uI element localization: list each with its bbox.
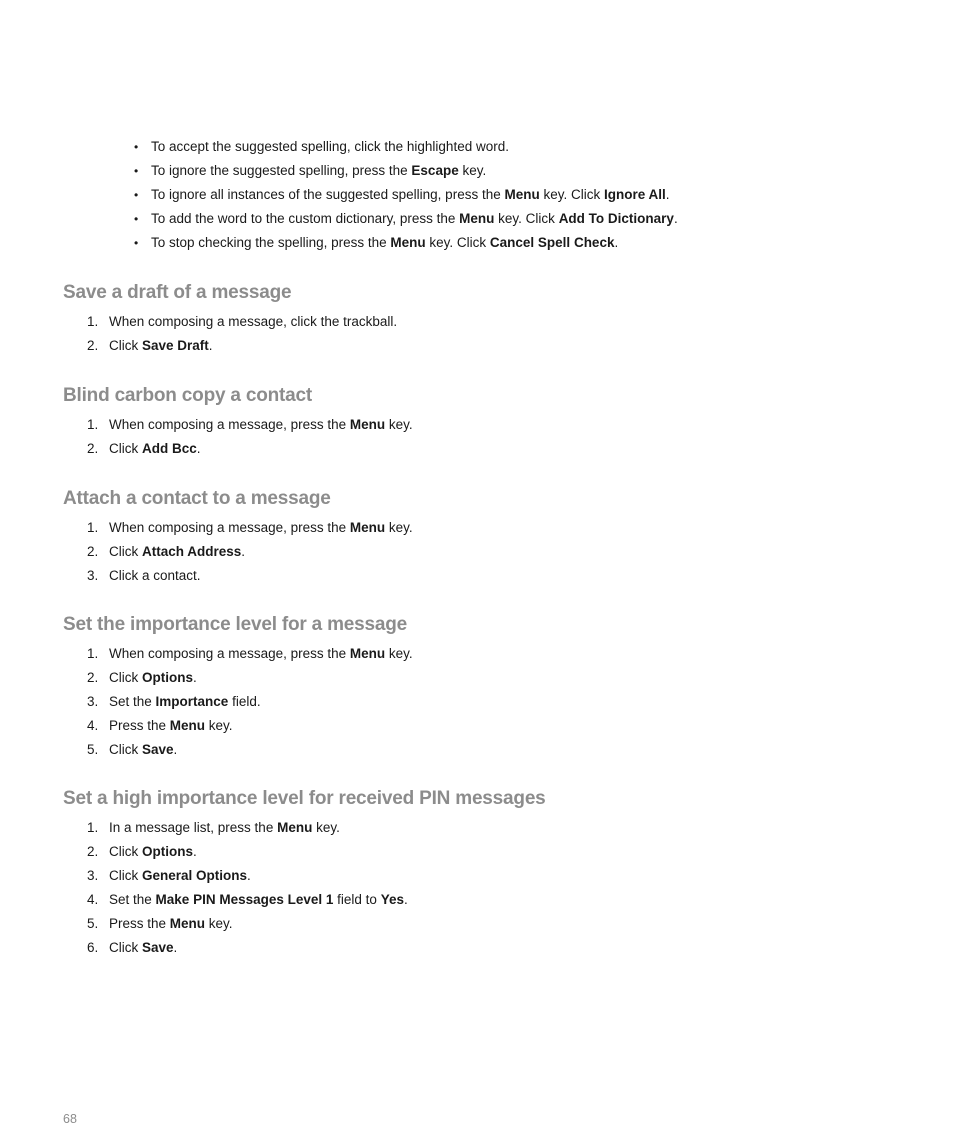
section-heading: Blind carbon copy a contact: [63, 385, 313, 406]
section-pin-importance: [63, 786, 546, 960]
step-item: 1. When composing a message, press the Menu key.: [87, 520, 413, 535]
list-item: • To accept the suggested spelling, click the highlighted word.: [134, 135, 678, 159]
step-item: 2. Click Save Draft.: [87, 338, 213, 353]
section-heading: Save a draft of a message: [63, 282, 292, 303]
spell-check-options-list: [134, 135, 678, 255]
step-item: 1. When composing a message, press the Menu key.: [87, 646, 413, 661]
steps-list: [63, 642, 413, 762]
section-heading: Attach a contact to a message: [63, 488, 331, 509]
list-item: • To ignore the suggested spelling, press the Escape key.: [134, 159, 678, 183]
section-attach-contact: [63, 486, 413, 588]
step-item: 5. Click Save.: [87, 742, 178, 757]
step-item: 3. Click a contact.: [87, 568, 201, 583]
list-item: • To add the word to the custom dictionary, press the Menu key. Click Add To Dictionary.: [134, 207, 678, 231]
step-item: 1. When composing a message, press the Menu key.: [87, 417, 413, 432]
section-importance-level: [63, 612, 413, 762]
step-item: 6. Click Save.: [87, 940, 178, 955]
step-item: 4. Set the Make PIN Messages Level 1 field to Yes.: [87, 892, 408, 907]
step-item: 4. Press the Menu key.: [87, 718, 233, 733]
step-item: 1. When composing a message, click the trackball.: [87, 314, 398, 329]
steps-list: [63, 516, 413, 588]
step-item: 2. Click Attach Address.: [87, 544, 246, 559]
step-item: 3. Set the Importance field.: [87, 694, 261, 709]
steps-list: [63, 816, 546, 960]
step-item: 2. Click Options.: [87, 844, 197, 859]
step-item: 2. Click Options.: [87, 670, 197, 685]
step-item: 1. In a message list, press the Menu key.: [87, 820, 340, 835]
section-heading: Set the importance level for a message: [63, 614, 408, 635]
list-item: • To stop checking the spelling, press the Menu key. Click Cancel Spell Check.: [134, 231, 678, 255]
section-heading: Set a high importance level for received PIN messages: [63, 788, 546, 809]
step-item: 2. Click Add Bcc.: [87, 441, 201, 456]
step-item: 3. Click General Options.: [87, 868, 251, 883]
section-blind-carbon-copy: [63, 383, 413, 461]
page-number: 68: [63, 1112, 77, 1126]
list-item: • To ignore all instances of the suggested spelling, press the Menu key. Click Ignore All.: [134, 183, 678, 207]
steps-list: [63, 310, 397, 358]
steps-list: [63, 413, 413, 461]
section-save-draft: [63, 280, 397, 358]
step-item: 5. Press the Menu key.: [87, 916, 233, 931]
